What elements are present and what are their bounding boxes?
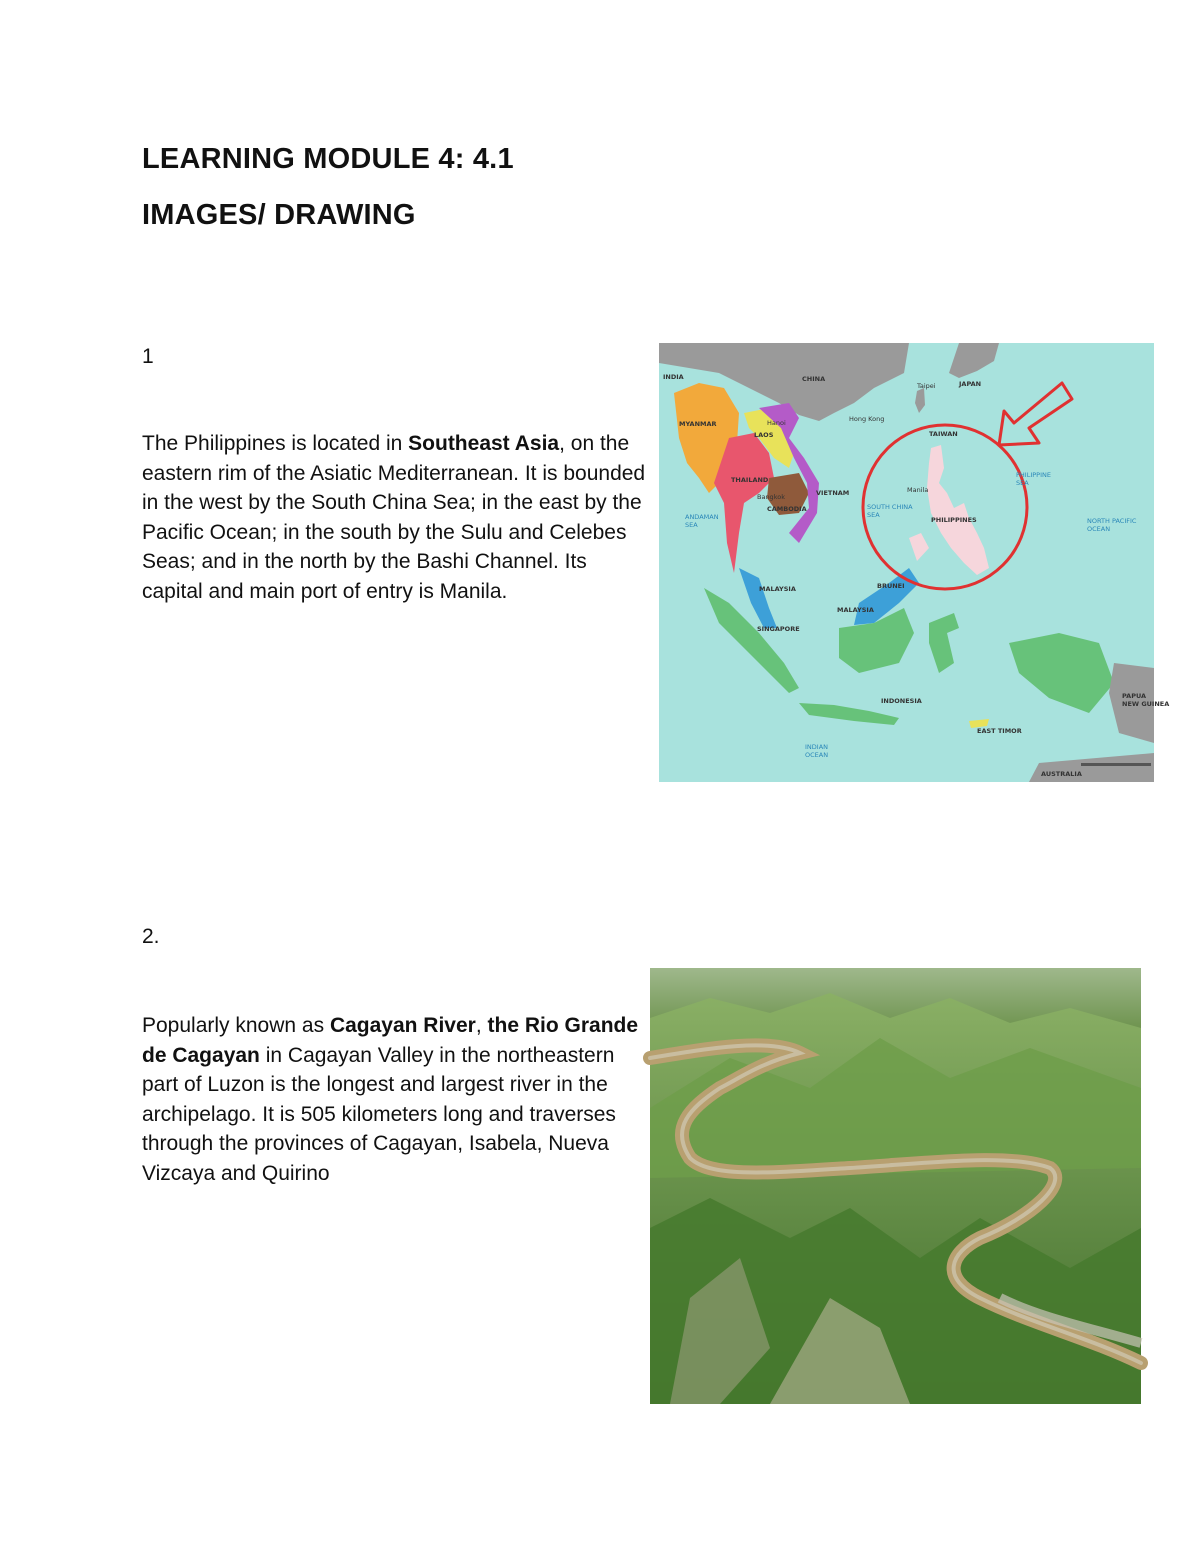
label-japan: JAPAN	[959, 380, 982, 388]
label-taipei: Taipei	[917, 382, 936, 390]
bold-segment: Cagayan River	[329, 1014, 476, 1037]
label-singapore: SINGAPORE	[757, 625, 800, 633]
section-title: IMAGES/ DRAWING	[142, 199, 416, 231]
label-papua-new-guinea: PAPUA NEW GUINEA	[1122, 692, 1170, 708]
text-segment: , on the eastern rim of the Asiatic Mediterranean. It is bounded in the west by the South China Sea; in the east by the Pacific Ocean; in the south by the Sulu and Celebes Seas; and in the north by the Bashi Channel. Its capital and main port of entry is Manila.	[142, 432, 646, 603]
label-vietnam: VIETNAM	[816, 489, 850, 497]
label-myanmar: MYANMAR	[679, 420, 717, 428]
label-east-timor: EAST TIMOR	[977, 727, 1022, 735]
label-philippine-sea: PHILIPPINE SEA	[1016, 471, 1051, 487]
label-north-pacific-ocean: NORTH PACIFIC OCEAN	[1087, 517, 1137, 533]
map-drawing	[659, 343, 1154, 782]
text-segment: ,	[475, 1014, 488, 1037]
label-taiwan: TAIWAN	[929, 430, 958, 438]
label-indonesia: INDONESIA	[881, 697, 922, 705]
label-india: INDIA	[663, 373, 684, 381]
label-thailand: THAILAND	[731, 476, 769, 484]
item-number-2: 2.	[142, 925, 160, 948]
item-1-paragraph	[142, 429, 647, 606]
label-malaysia-west: MALAYSIA	[759, 585, 796, 593]
label-south-china-sea: SOUTH CHINA SEA	[867, 503, 913, 519]
label-australia: AUSTRALIA	[1041, 770, 1082, 778]
label-indian-ocean: INDIAN OCEAN	[805, 743, 829, 759]
label-philippines: PHILIPPINES	[931, 516, 977, 524]
cagayan-river-photo	[650, 968, 1141, 1404]
label-andaman-sea: ANDAMAN SEA	[685, 513, 719, 529]
text-segment: in Cagayan Valley in the northeastern part of Luzon is the longest and largest river in the archipelago. It is 505 kilometers long and traverses through the provinces of Cagayan, Isabela, Nueva Vizcaya and Quirino	[142, 1043, 616, 1185]
item-number-1: 1	[142, 345, 154, 368]
label-cambodia: CAMBODIA	[767, 505, 807, 513]
text-segment: The Philippines is located in	[142, 432, 409, 455]
label-brunei: BRUNEI	[877, 582, 905, 590]
text-segment: Popularly known as	[142, 1014, 330, 1037]
label-malaysia-east: MALAYSIA	[837, 606, 874, 614]
southeast-asia-map	[659, 343, 1170, 782]
label-bangkok: Bangkok	[757, 493, 785, 501]
module-title: LEARNING MODULE 4: 4.1	[142, 143, 514, 175]
label-manila: Manila	[907, 486, 929, 494]
label-laos: LAOS	[754, 431, 774, 439]
bold-segment: Southeast Asia	[408, 432, 560, 455]
label-china: CHINA	[802, 375, 826, 383]
item-2-paragraph	[142, 1011, 647, 1188]
river-landscape	[650, 968, 1141, 1404]
bold-segment: the Rio Grande de Cagayan	[142, 1014, 639, 1067]
label-hong-kong: Hong Kong	[849, 415, 885, 423]
label-hanoi: Hanoi	[767, 419, 786, 427]
